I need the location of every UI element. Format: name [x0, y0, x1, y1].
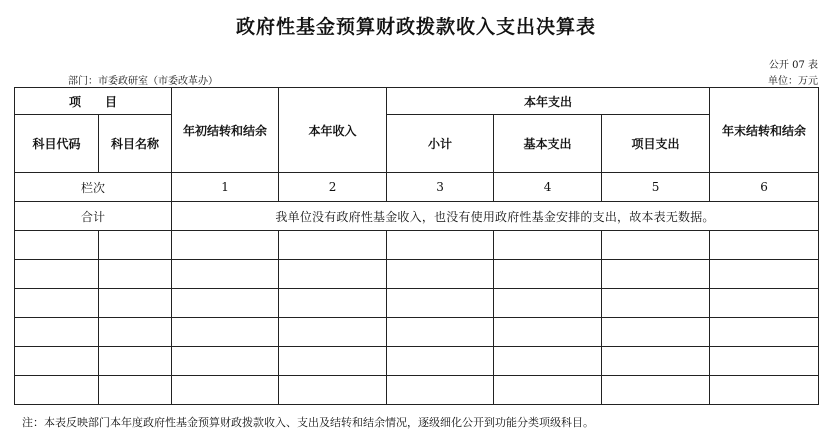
- header-item: 项 目: [15, 88, 172, 115]
- column-index-label: 栏次: [15, 173, 172, 202]
- table-row: [15, 260, 819, 289]
- header-subject-code: 科目代码: [15, 115, 99, 173]
- footnote: 注：本表反映部门本年度政府性基金预算财政拨款收入、支出及结转和结余情况，逐级细化公开到功能分类项级科目。: [22, 416, 594, 429]
- table-row: [15, 376, 819, 405]
- page-title: 政府性基金预算财政拨款收入支出决算表: [235, 16, 596, 38]
- header-opening-balance: 年初结转和结余: [172, 88, 279, 173]
- total-label: 合计: [15, 202, 172, 231]
- column-number: 3: [387, 173, 494, 202]
- budget-table: [14, 87, 819, 405]
- table-row: [15, 318, 819, 347]
- header-closing-balance: 年末结转和结余: [710, 88, 819, 173]
- header-basic-expense: 基本支出: [494, 115, 602, 173]
- column-number: 4: [494, 173, 602, 202]
- table-row: [15, 231, 819, 260]
- unit-label: 单位：万元: [768, 76, 818, 87]
- table-row: [15, 289, 819, 318]
- column-number: 6: [710, 173, 819, 202]
- table-row: [15, 347, 819, 376]
- column-number: 1: [172, 173, 279, 202]
- department-label: 部门：市委政研室（市委改革办）: [68, 76, 218, 87]
- column-number: 5: [602, 173, 710, 202]
- column-number: 2: [279, 173, 387, 202]
- form-number: 公开 07 表: [768, 60, 818, 71]
- header-annual-income: 本年收入: [279, 88, 387, 173]
- header-project-expense: 项目支出: [602, 115, 710, 173]
- header-annual-expense: 本年支出: [387, 88, 710, 115]
- header-subject-name: 科目名称: [99, 115, 172, 173]
- no-data-message: 我单位没有政府性基金收入，也没有使用政府性基金安排的支出，故本表无数据。: [172, 202, 819, 231]
- header-subtotal: 小计: [387, 115, 494, 173]
